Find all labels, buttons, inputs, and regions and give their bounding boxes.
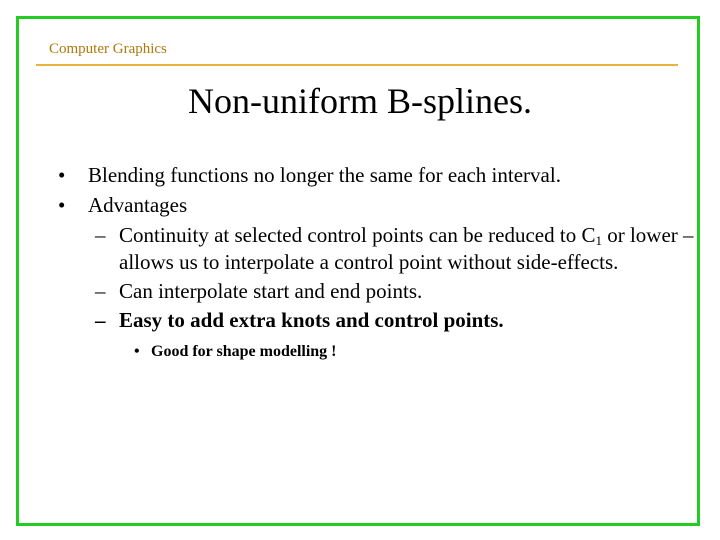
header-rule <box>36 64 678 66</box>
dash-glyph: – <box>95 308 106 332</box>
sub-bullet-text: Can interpolate start and end points. <box>119 279 423 303</box>
sub-bullet-item <box>58 307 698 334</box>
bullet-text: Advantages <box>88 193 188 217</box>
sub-sub-bullet-item <box>58 340 698 364</box>
sub-sub-bullet-text: Good for shape modelling ! <box>151 343 337 360</box>
slide-content <box>58 160 698 364</box>
header-label: Computer Graphics <box>49 41 167 57</box>
bullet-glyph: • <box>58 163 66 187</box>
bullet-glyph: • <box>58 193 66 217</box>
sub-bullet-text: Easy to add extra knots and control points. <box>119 308 504 332</box>
sub-bullet-text: Continuity at selected control points can be reduced to $C_1$ or lower – allows us to interpolate a control point without side-effects. <box>119 223 694 274</box>
slide-title: Non-uniform B-splines. <box>188 81 532 121</box>
sub-bullet-item <box>58 278 698 305</box>
bullet-glyph: • <box>134 343 140 360</box>
bullet-text: Blending functions no longer the same for each interval. <box>88 163 561 187</box>
sub-bullet-item <box>58 222 698 276</box>
dash-glyph: – <box>95 223 106 247</box>
subscript: 1 <box>595 233 602 248</box>
bullet-item <box>58 160 698 190</box>
bullet-item <box>58 190 698 220</box>
dash-glyph: – <box>95 279 106 303</box>
